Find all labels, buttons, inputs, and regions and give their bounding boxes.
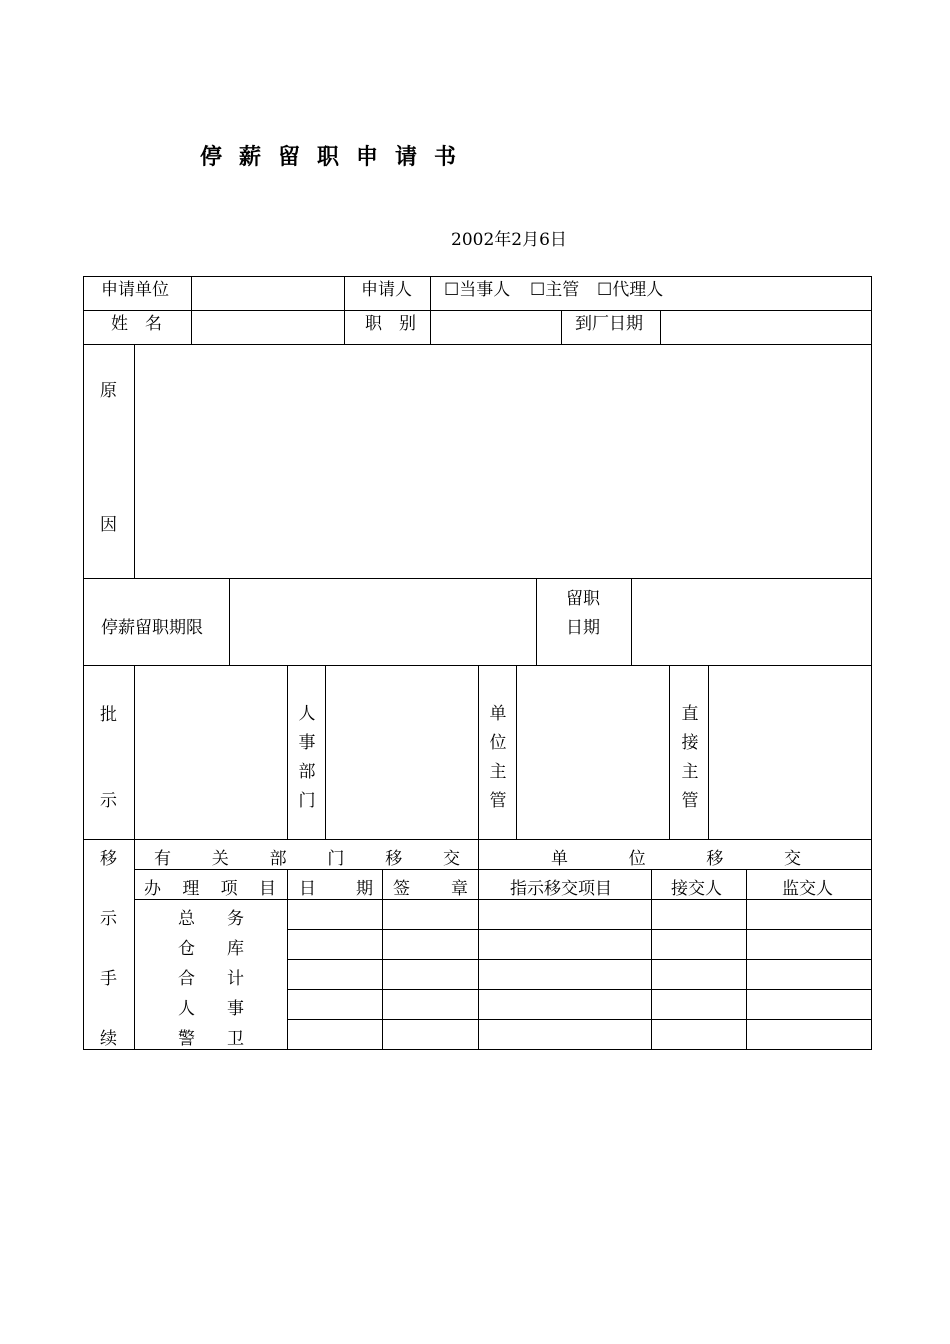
approval-label-top: 批 (100, 705, 117, 725)
item-warehouse (178, 939, 244, 959)
direct-head-char: 管 (681, 791, 699, 811)
header-char: 位 (628, 849, 646, 869)
header-char: 交 (442, 849, 460, 869)
header-char: 有 (154, 849, 171, 869)
grid-line (84, 310, 871, 311)
grid-line (191, 277, 192, 344)
grid-line (660, 310, 661, 344)
header-char: 签 (393, 879, 410, 899)
direct-head-char: 主 (681, 762, 699, 782)
applicant-label: 申请人 (361, 280, 412, 300)
option-manager-label: 主管 (545, 280, 580, 300)
option-manager-checkbox[interactable]: ☐主管 (530, 280, 580, 300)
header-char: 单 (551, 849, 568, 869)
retain-date-label-1: 留职 (566, 589, 600, 609)
grid-line (287, 1019, 871, 1020)
item-personnel (178, 999, 244, 1019)
approval-label-bottom: 示 (100, 791, 117, 811)
position-label: 职 别 (365, 314, 416, 334)
item-char: 仓 (178, 939, 195, 959)
direct-head-label (680, 700, 700, 816)
grid-line (84, 578, 871, 579)
header-char: 期 (356, 879, 373, 899)
grid-line (631, 578, 632, 665)
grid-line (229, 578, 230, 665)
unit-label: 申请单位 (101, 280, 169, 300)
hr-dept-char: 门 (298, 791, 316, 811)
hr-dept-char: 事 (298, 733, 316, 753)
handover-side-char: 示 (100, 909, 117, 929)
item-char: 卫 (227, 1029, 244, 1049)
header-char: 理 (182, 879, 200, 899)
header-char: 移 (706, 849, 724, 869)
item-general-affairs (178, 909, 244, 929)
item-char: 计 (227, 969, 244, 989)
item-char: 总 (178, 909, 195, 929)
dept-handover-header (154, 849, 460, 869)
item-char: 务 (227, 909, 244, 929)
grid-line (478, 839, 479, 1049)
grid-line (536, 578, 537, 665)
grid-line (134, 899, 871, 900)
header-char: 项 (220, 879, 238, 899)
col-item-header (144, 879, 276, 899)
item-char: 警 (178, 1029, 195, 1049)
col-sign-header (393, 879, 468, 899)
grid-line (325, 665, 326, 839)
item-char: 人 (178, 999, 195, 1019)
item-char: 事 (227, 999, 244, 1019)
period-label: 停薪留职期限 (101, 618, 203, 638)
option-party-checkbox[interactable]: ☐当事人 (444, 280, 511, 300)
unit-head-char: 管 (489, 791, 507, 811)
hr-dept-label (297, 700, 317, 816)
grid-line (287, 989, 871, 990)
header-char: 门 (327, 849, 345, 869)
grid-line (430, 277, 431, 344)
item-security (178, 1029, 244, 1049)
header-char: 关 (211, 849, 229, 869)
grid-line (746, 869, 747, 1049)
grid-line (287, 959, 871, 960)
handover-side-char: 移 (100, 849, 117, 869)
grid-line (516, 665, 517, 839)
grid-line (478, 665, 479, 839)
grid-line (561, 310, 562, 344)
col-supervisor-header: 监交人 (782, 879, 833, 899)
direct-head-char: 接 (681, 733, 699, 753)
option-agent-checkbox[interactable]: ☐代理人 (597, 280, 664, 300)
option-agent-label: 代理人 (612, 280, 664, 300)
col-receiver-header: 接交人 (671, 879, 722, 899)
grid-line (134, 344, 135, 578)
header-char: 移 (385, 849, 403, 869)
form-date: 2002年2月6日 (451, 230, 567, 250)
hr-dept-char: 人 (298, 704, 316, 724)
reason-label-bottom: 因 (100, 515, 117, 535)
header-char: 目 (258, 879, 276, 899)
grid-line (134, 665, 135, 839)
grid-line (134, 869, 871, 870)
unit-head-char: 位 (489, 733, 507, 753)
grid-line (287, 869, 288, 1049)
grid-line (669, 665, 670, 839)
item-char: 合 (178, 969, 195, 989)
name-label: 姓 名 (111, 314, 162, 334)
col-date-header (299, 879, 373, 899)
col-instruction-header: 指示移交项目 (510, 879, 612, 899)
grid-line (382, 869, 383, 1049)
grid-line (651, 869, 652, 1049)
grid-line (84, 344, 871, 345)
header-char: 章 (451, 879, 468, 899)
direct-head-char: 直 (681, 704, 699, 724)
header-char: 办 (144, 879, 161, 899)
grid-line (287, 929, 871, 930)
item-char: 库 (227, 939, 244, 959)
header-char: 日 (299, 879, 316, 899)
retain-date-label-2: 日期 (566, 618, 600, 638)
grid-line (708, 665, 709, 839)
reason-label-top: 原 (100, 381, 117, 401)
hire-date-label: 到厂日期 (575, 314, 643, 334)
unit-handover-header (551, 849, 801, 869)
item-accounting (178, 969, 244, 989)
grid-line (344, 277, 345, 344)
grid-line (134, 839, 135, 1049)
unit-head-label (488, 700, 508, 816)
option-party-label: 当事人 (459, 280, 511, 300)
header-char: 部 (269, 849, 287, 869)
form-title: 停薪留职申请书 (200, 145, 474, 170)
hr-dept-char: 部 (298, 762, 316, 782)
handover-side-char: 续 (100, 1029, 117, 1049)
handover-side-char: 手 (100, 969, 117, 989)
unit-head-char: 单 (489, 704, 507, 724)
header-char: 交 (783, 849, 801, 869)
unit-head-char: 主 (489, 762, 507, 782)
grid-line (287, 665, 288, 839)
